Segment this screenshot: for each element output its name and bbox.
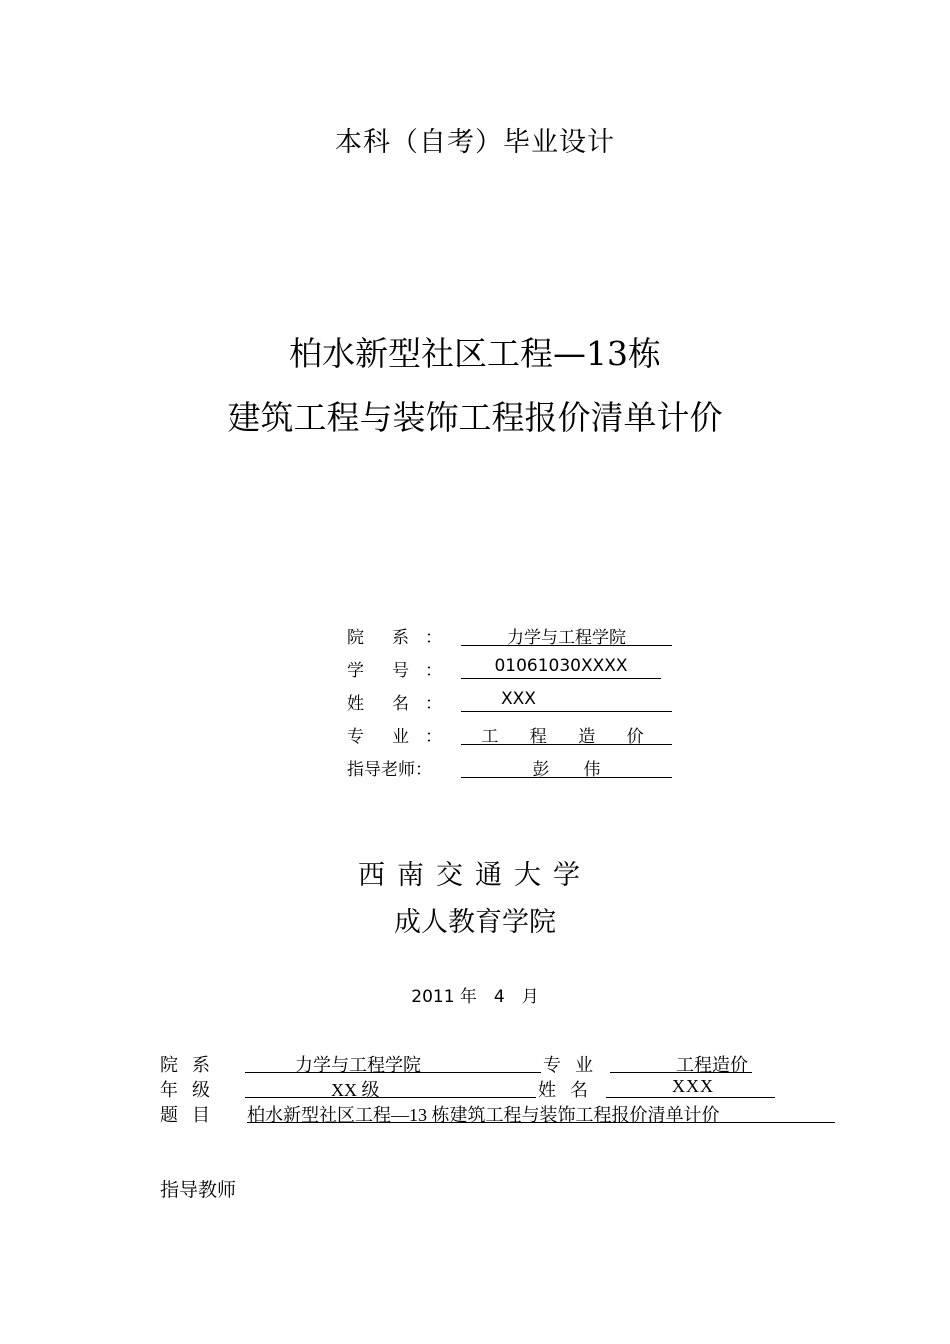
- info-label: 专 业: [347, 727, 409, 747]
- form-label-teacher: 指导教师: [160, 1180, 237, 1201]
- info-colon: ：: [425, 661, 442, 681]
- date: 2011 年 4 月: [411, 987, 539, 1007]
- form-label-topic: 题目: [160, 1105, 224, 1125]
- info-value: XXX: [461, 689, 672, 712]
- form-line-grade: [245, 1076, 536, 1098]
- cover-title-line1: [0, 328, 950, 375]
- cover-subtitle: 本科（自考）毕业设计: [335, 127, 615, 158]
- form-value-grade: XX 级: [331, 1080, 380, 1100]
- info-label: 指导老师: [347, 760, 415, 780]
- form-label-grade: 年级: [160, 1080, 224, 1100]
- form-row-grade-name: [160, 1076, 780, 1100]
- info-colon: ：: [415, 760, 432, 780]
- form-row-department-major: [160, 1051, 780, 1075]
- college-name: 成人教育学院: [394, 907, 556, 938]
- form-value-name: XXX: [672, 1076, 714, 1096]
- university-name: 西南交通大学: [358, 860, 592, 891]
- info-value: 力学与工程学院: [461, 623, 672, 646]
- info-value: 工 程 造 价: [461, 722, 672, 745]
- info-colon: ：: [425, 727, 442, 747]
- form-line-topic: [247, 1101, 835, 1123]
- form-value-topic: 柏水新型社区工程—13 栋建筑工程与装饰工程报价清单计价: [247, 1105, 720, 1125]
- form-line-department: [245, 1051, 541, 1073]
- form-row-topic: [160, 1101, 840, 1125]
- form-value-department: 力学与工程学院: [295, 1055, 421, 1075]
- info-label: 院 系: [347, 628, 409, 648]
- info-colon: ：: [425, 628, 442, 648]
- title-part-b: 栋: [628, 334, 661, 373]
- title-number: 13: [586, 334, 628, 373]
- form-label-major: 专业: [543, 1055, 607, 1075]
- info-value: 01061030XXXX: [461, 656, 661, 679]
- form-label-name: 姓名: [538, 1080, 602, 1100]
- form-line-major: [610, 1051, 752, 1073]
- info-label: 姓 名: [347, 694, 409, 714]
- info-label: 学 号: [347, 661, 409, 681]
- form-line-name: [606, 1076, 775, 1098]
- title-part-a: 柏水新型社区工程—: [289, 334, 586, 373]
- form-label-department: 院系: [160, 1055, 224, 1075]
- info-value: 彭 伟: [461, 755, 672, 778]
- form-value-major: 工程造价: [676, 1055, 748, 1075]
- info-colon: ：: [425, 694, 442, 714]
- cover-title-line2: 建筑工程与装饰工程报价清单计价: [227, 398, 723, 437]
